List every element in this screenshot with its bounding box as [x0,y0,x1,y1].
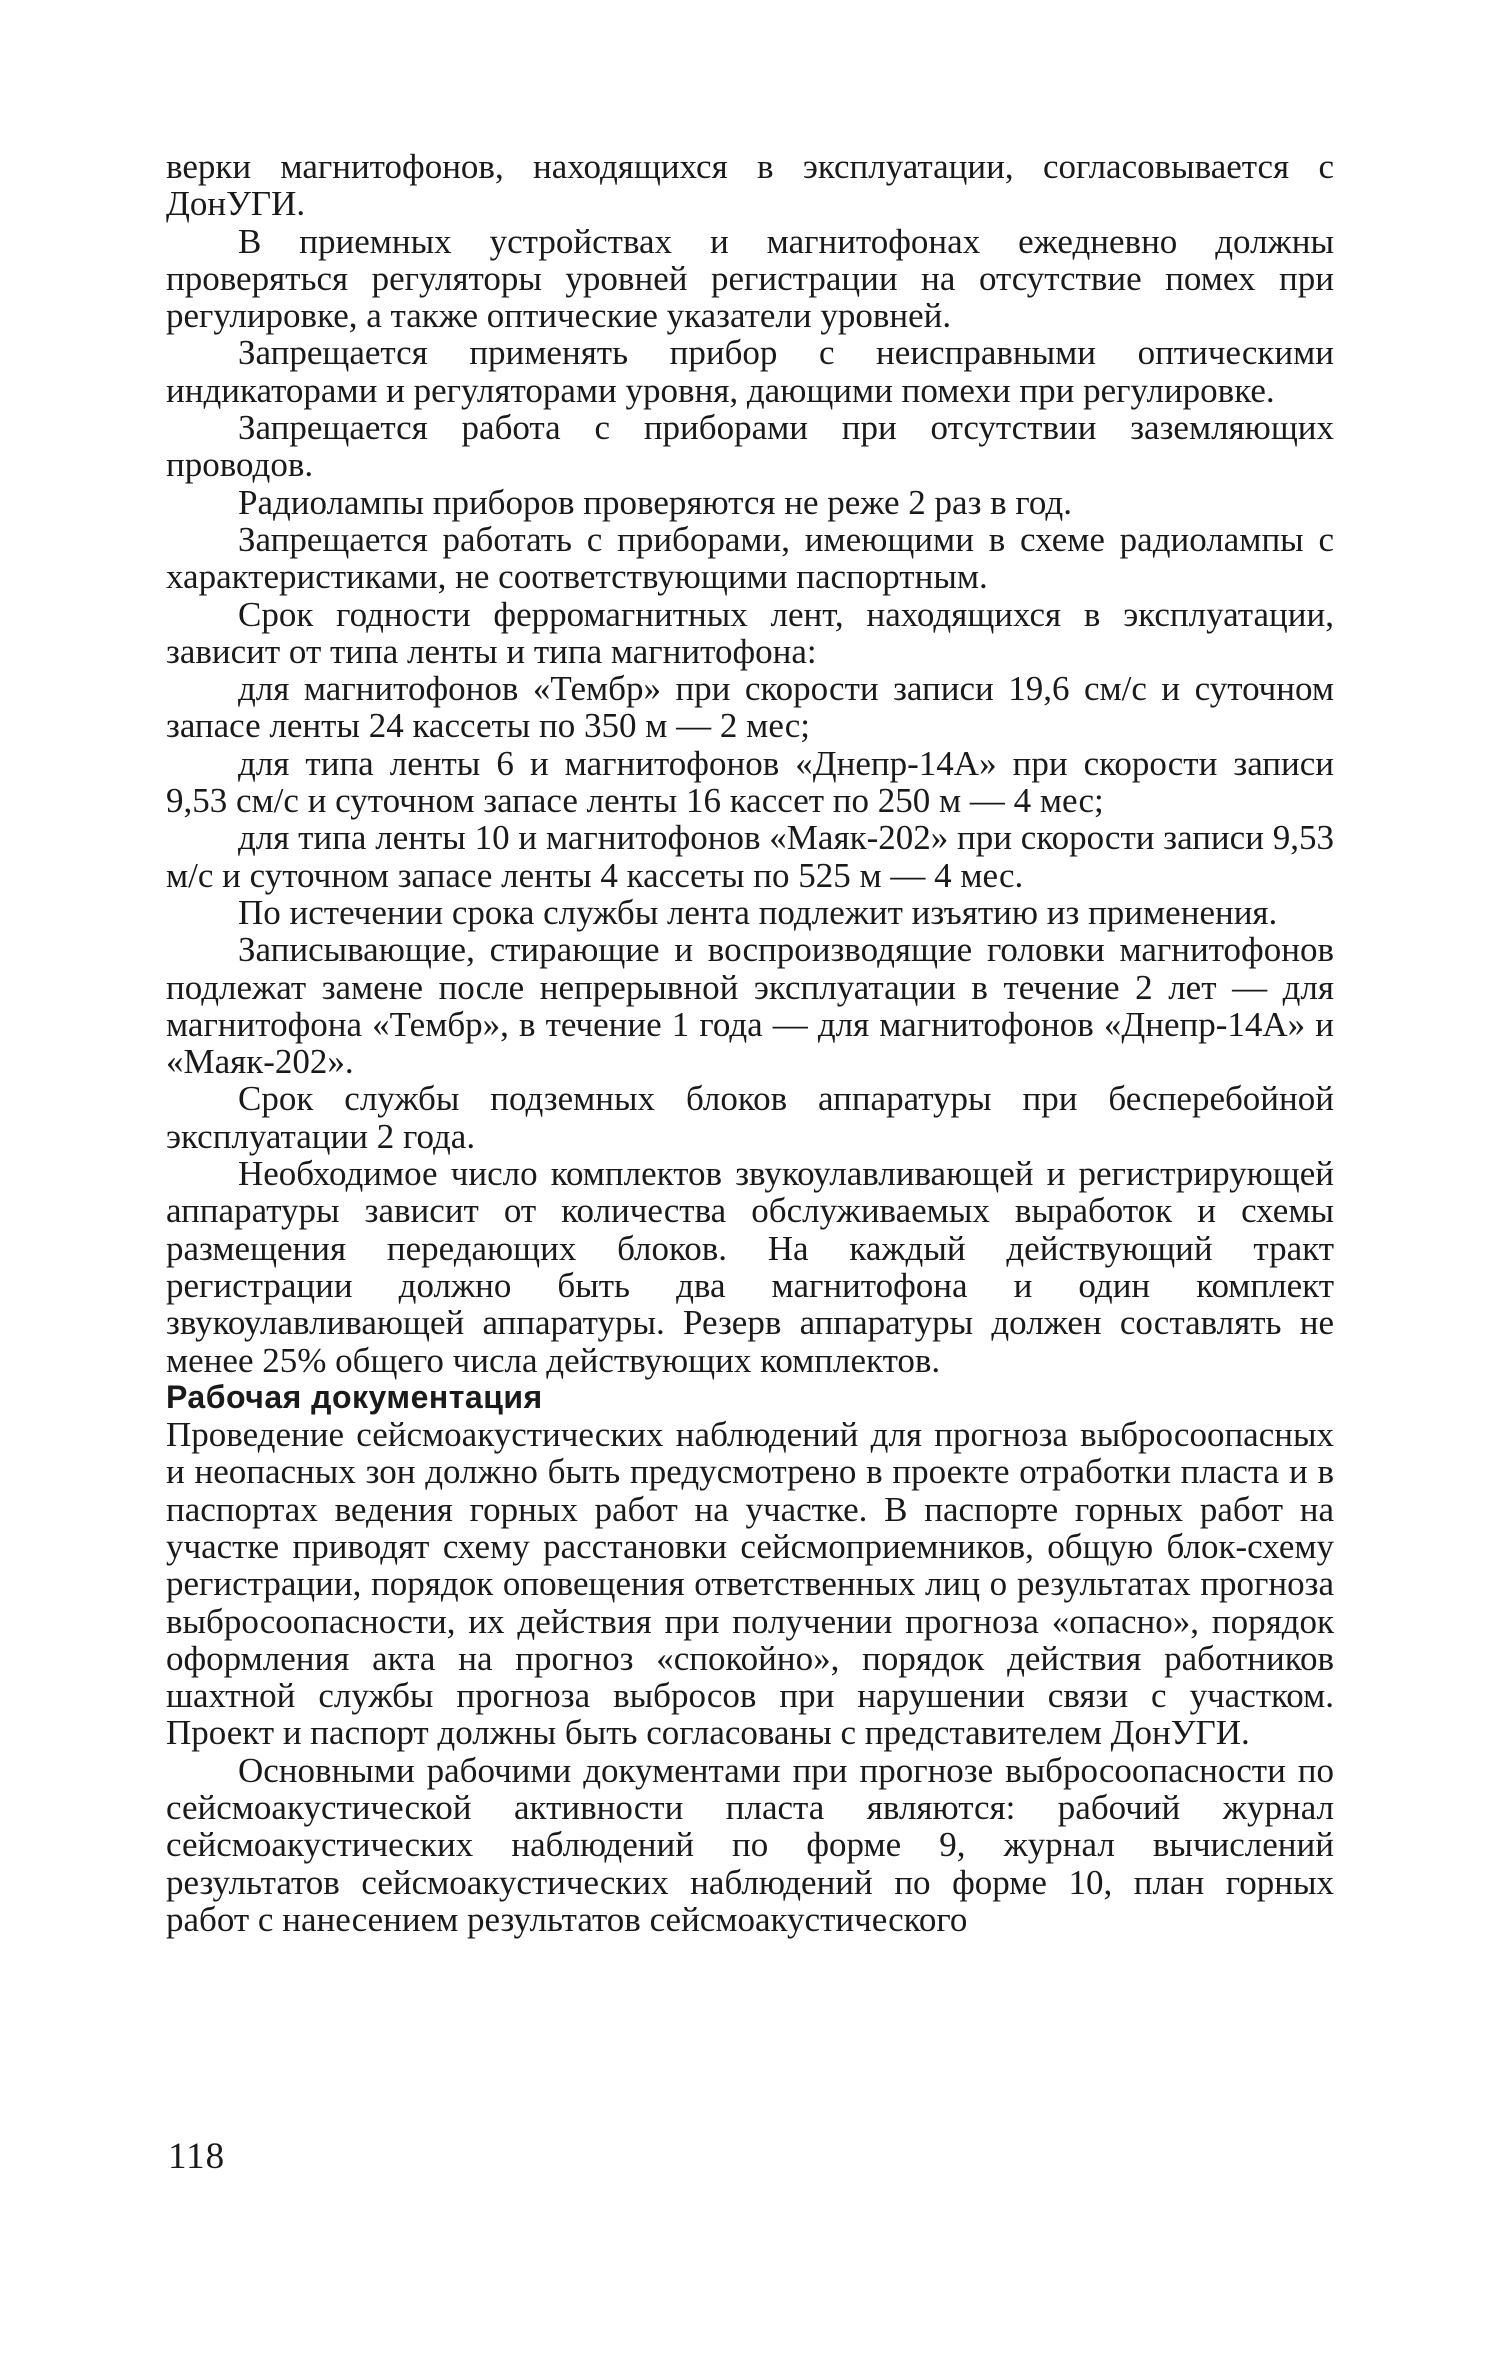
paragraph: Записывающие, стирающие и воспроизводящие головки магнитофонов подлежат замене после непрерывной эксплуатации в течение 2 лет — для магнитофона «Тембр», в течение 1 года — для магнитофонов «Днепр-14А» и «Маяк-202». [166,930,1334,1082]
paragraph: Запрещается работа с приборами при отсутствии заземляющих проводов. [166,408,1334,485]
paragraph: Радиолампы приборов проверяются не реже 2 раз в год. [238,482,1072,522]
paragraph: Основными рабочими документами при прогнозе выбросоопасности по сейсмоакустической активности пласта являются: рабочий журнал сейсмоакустических наблюдений по форме 9, журнал вычислений результатов сейсмоакустических наблюдений по форме 10, план горных работ с нанесением результатов сейсмоакустического [166,1750,1334,1939]
paragraph: В приемных устройствах и магнитофонах ежедневно должны проверяться регуляторы уровней регистрации на отсутствие помех при регулировке, а также оптические указатели уровней. [166,221,1334,336]
paragraph: Запрещается применять прибор с неисправными оптическими индикаторами и регуляторами уровня, дающими помехи при регулировке. [166,333,1334,410]
paragraph: для типа ленты 10 и магнитофонов «Маяк-202» при скорости записи 9,53 м/с и суточном запасе ленты 4 кассеты по 525 м — 4 мес. [166,818,1334,895]
paragraph: для магнитофонов «Тембр» при скорости записи 19,6 см/с и суточном запасе ленты 24 кассеты по 350 м — 2 мес; [166,669,1334,746]
section-heading: Рабочая документация [166,1378,543,1415]
paragraph: Срок годности ферромагнитных лент, находящихся в эксплуатации, зависит от типа ленты и типа магнитофона: [166,594,1334,671]
paragraph: для типа ленты 6 и магнитофонов «Днепр-14А» при скорости записи 9,53 см/с и суточном запасе ленты 16 кассет по 250 м — 4 мес; [166,743,1334,821]
paragraph: Проведение сейсмоакустических наблюдений для прогноза выбросоопасных и неопасных зон должно быть предусмотрено в проекте отработки пласта и в паспортах ведения горных работ на участке. В паспорте горных работ на участке приводят схему расстановки сейсмоприемников, общую блок-схему регистрации, порядок оповещения ответственных лиц о результатах прогноза выбросоопасности, их действия при получении прогноза «опасно», порядок оформления акта на прогноз «спокойно», порядок действия работников шахтной службы прогноза выбросов при нарушении связи с участком. Проект и паспорт должны быть согласованы с представителем ДонУГИ. [166,1415,1334,1753]
paragraph: Запрещается работать с приборами, имеющими в схеме радиолампы с характеристиками, не соответствующими паспортным. [166,519,1334,597]
paragraph: Необходимое число комплектов звукоулавливающей и регистрирующей аппаратуры зависит от количества обслуживаемых выработок и схемы размещения передающих блоков. На каждый действующий тракт регистрации должно быть два магнитофона и один комплект звукоулавливающей аппаратуры. Резерв аппаратуры должен составлять не менее 25% общего числа действующих комплектов. [166,1154,1334,1380]
paragraph: Срок службы подземных блоков аппаратуры при бесперебойной эксплуатации 2 года. [166,1079,1334,1156]
page-number: 118 [168,2136,226,2177]
body-text [166,148,1334,1938]
paragraph: верки магнитофонов, находящихся в эксплуатации, согласовывается с ДонУГИ. [166,147,1334,224]
paragraph: По истечении срока службы лента подлежит изъятию из применения. [238,892,1278,932]
